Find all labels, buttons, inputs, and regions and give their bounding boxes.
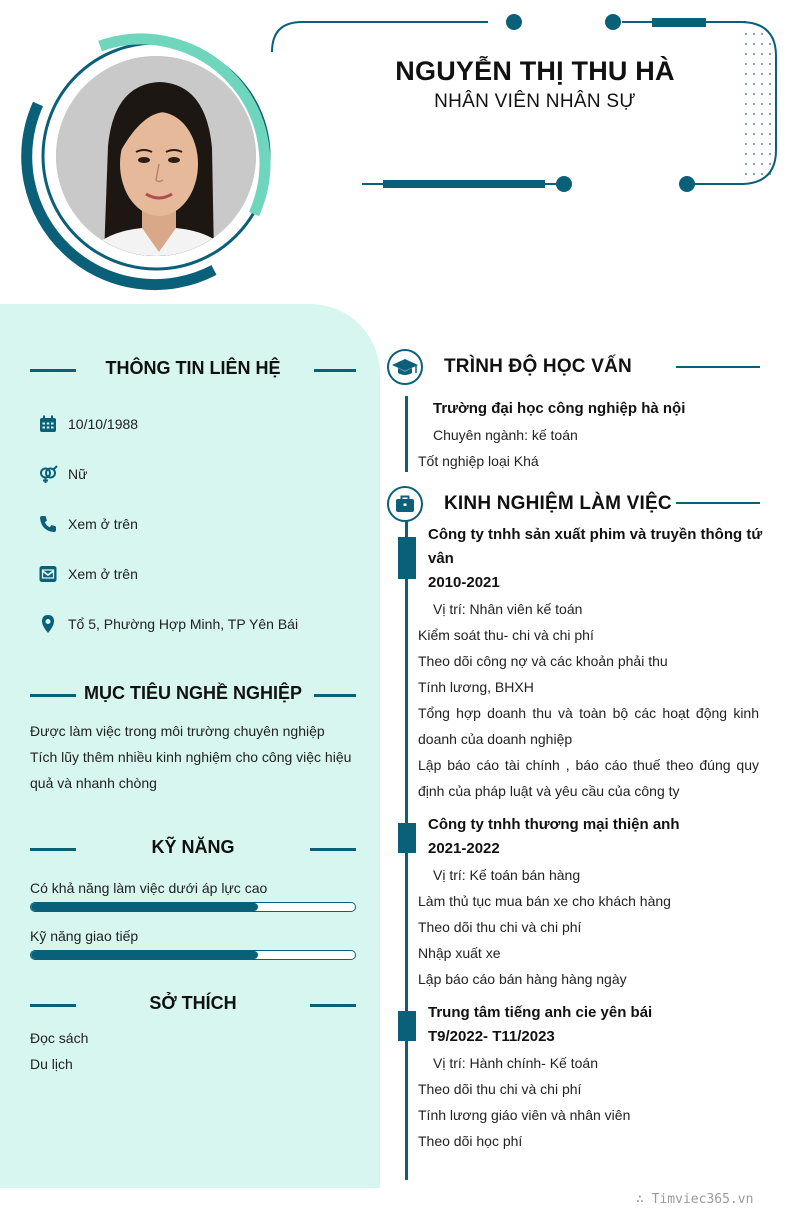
job-duty: Theo dõi công nợ và các khoản phải thu [418, 653, 668, 669]
job-duty: định của pháp luật và yêu cầu của công ty [418, 783, 680, 799]
job-position: Vị trí: Nhân viên kế toán [433, 601, 583, 617]
skill-label: Kỹ năng giao tiếp [30, 928, 139, 944]
school-name: Trường đại học công nghiệp hà nội [433, 400, 686, 417]
gender-value: Nữ [68, 466, 88, 482]
job-duty: Theo dõi thu chi và chi phí [418, 1081, 582, 1097]
contact-item-phone [38, 513, 368, 535]
job-duty: doanh của doanh nghiệp [418, 731, 573, 747]
job-duty: Lập báo cáo tài chính , báo cáo thuế theo đúng quy [418, 757, 759, 773]
job-duty: Kiểm soát thu- chi và chi phí [418, 627, 594, 643]
contact-section-header [30, 355, 356, 385]
contact-item-email [38, 563, 368, 585]
experience-icon-circle [387, 486, 423, 522]
job-duty: Theo dõi học phí [418, 1133, 523, 1149]
company-name: Trung tâm tiếng anh cie yên bái [428, 1004, 653, 1021]
job-position: Vị trí: Kế toán bán hàng [433, 867, 581, 883]
contact-item-gender [38, 463, 368, 485]
graduation-cap-icon [389, 351, 421, 383]
briefcase-icon [389, 488, 421, 520]
experience-section-title: KINH NGHIỆM LÀM VIỆC [444, 493, 672, 514]
watermark: ∴ Timviec365.vn [636, 1192, 754, 1207]
skill-bar-fill [31, 951, 258, 959]
candidate-name: NGUYỄN THỊ THU HÀ [395, 56, 675, 86]
job-duty: Làm thủ tục mua bán xe cho khách hàng [418, 893, 671, 909]
birthday-value: 10/10/1988 [68, 416, 139, 432]
hobby-item: Du lịch [30, 1056, 73, 1072]
gender-icon [38, 464, 58, 484]
job-duty: Lập báo cáo bán hàng hàng ngày [418, 971, 627, 987]
hobbies-section-title: SỞ THÍCH [149, 993, 237, 1013]
skill-label: Có khả năng làm việc dưới áp lực cao [30, 880, 268, 896]
portrait-illustration [56, 56, 256, 256]
company-name: Công ty tnhh sản xuất phim và truyền thông tứ [428, 526, 763, 543]
education-timeline-line [405, 396, 408, 472]
job-duty: Tính lương, BHXH [418, 679, 534, 695]
job-marker [398, 823, 416, 853]
job-duty: Tính lương giáo viên và nhân viên [418, 1107, 631, 1123]
job-title: NHÂN VIÊN NHÂN SỰ [434, 91, 636, 112]
objective-line: quả và nhanh chòng [30, 775, 157, 791]
company-name-continued: vân [428, 550, 454, 567]
contact-section-title: THÔNG TIN LIÊN HỆ [105, 358, 281, 378]
major: Chuyên ngành: kế toán [433, 427, 578, 443]
phone-icon [38, 514, 58, 534]
objective-section-title: MỤC TIÊU NGHỀ NGHIỆP [83, 683, 302, 703]
hobby-item: Đọc sách [30, 1030, 89, 1046]
skill-bar [30, 950, 356, 960]
hobbies-section-header [30, 990, 356, 1020]
calendar-icon [38, 414, 58, 434]
job-duty: Theo dõi thu chi và chi phí [418, 919, 582, 935]
profile-photo [56, 56, 256, 256]
education-title-rule [676, 366, 760, 368]
job-duty: Nhập xuất xe [418, 945, 501, 961]
job-period: 2010-2021 [428, 574, 500, 591]
objective-line: Được làm việc trong môi trường chuyên nghiệp [30, 723, 325, 739]
objective-section-header [30, 680, 356, 710]
email-icon [38, 564, 58, 584]
profile-photo-frame [18, 18, 294, 294]
location-pin-icon [38, 614, 58, 634]
skill-bar-fill [31, 903, 258, 911]
job-marker [398, 1011, 416, 1041]
contact-item-birthday [38, 413, 368, 435]
email-value: Xem ở trên [68, 566, 138, 582]
job-period: T9/2022- T11/2023 [428, 1028, 555, 1045]
job-period: 2021-2022 [428, 840, 500, 857]
company-name: Công ty tnhh thương mại thiện anh [428, 816, 680, 833]
job-position: Vị trí: Hành chính- Kế toán [433, 1055, 598, 1071]
job-duty: Tổng hợp doanh thu và toàn bộ các hoạt động kinh [418, 705, 759, 721]
skills-section-title: KỸ NĂNG [151, 837, 235, 857]
skill-bar [30, 902, 356, 912]
education-section-title: TRÌNH ĐỘ HỌC VẤN [444, 356, 632, 377]
education-icon-circle [387, 349, 423, 385]
experience-title-rule [676, 502, 760, 504]
job-marker [398, 537, 416, 579]
objective-line: Tích lũy thêm nhiều kinh nghiệm cho công việc hiệu [30, 749, 352, 765]
graduation-result: Tốt nghiệp loại Khá [418, 453, 539, 469]
phone-value: Xem ở trên [68, 516, 138, 532]
skills-section-header [30, 834, 356, 864]
contact-item-address [38, 613, 368, 635]
address-value: Tổ 5, Phường Hợp Minh, TP Yên Bái [68, 616, 299, 632]
